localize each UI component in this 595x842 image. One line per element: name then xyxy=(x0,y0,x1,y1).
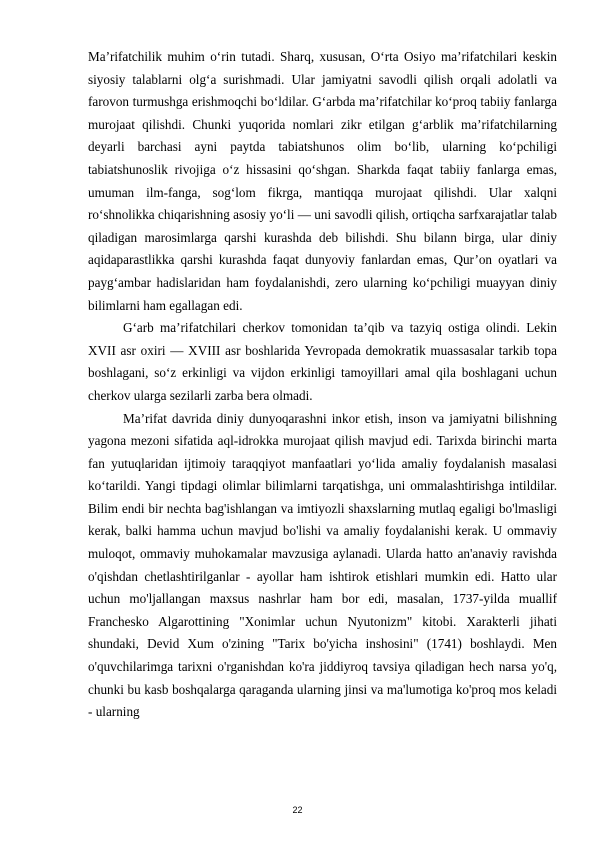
page-number: 22 xyxy=(292,805,303,815)
paragraph-2: G‘arb ma’rifatchilari cherkov tomonidan ta’qib va tazyiq ostiga olindi. Lekin XVII asr oxiri — XVIII asr boshlarida Yevropada demokratik muassasalar tarkib topa boshlagani, so‘z erkinligi va vijdon erkinligi tamoyillari amal qila boshlagani uchun cherkov ularga sezilarli zarba bera olmadi. xyxy=(88,320,557,403)
paragraph-3: Ma’rifat davrida diniy dunyoqarashni inkor etish, inson va jamiyatni bilishning yagona mezoni sifatida aql-idrokka murojaat qilish mavjud edi. Tarixda birinchi marta fan yutuqlaridan ijtimoiy taraqqiyot manfaatlari yo‘lida amaliy foydalanish masalasi ko‘tarildi. Yangi tipdagi olimlar bilimlarni tarqatishga, uni ommalashtirishga intildilar. Bilim endi bir nechta bag'ishlangan va imtiyozli shaxslarning mutlaq egaligi bo'lmasligi kerak, balki hamma uchun mavjud bo'lishi va amaliy foydalanishi kerak. U ommaviy muloqot, ommaviy muhokamalar mavzusiga aylanadi. Ularda hatto an'anaviy ravishda o'qishdan chetlashtirilganlar - ayollar ham ishtirok etishlari mumkin edi. Hatto ular uchun mo'ljallangan maxsus nashrlar ham bor edi, masalan, 1737-yilda muallif Franchesko Algarottining "Xonimlar uchun Nyutonizm" kitobi. Xarakterli jihati shundaki, Devid Xum o'zining "Tarix bo'yicha inshosini" (1741) boshlaydi. Men o'quvchilarimga tarixni o'rganishdan ko'ra jiddiyroq tavsiya qiladigan hech narsa yo'q, chunki bu kasb boshqalarga qaraganda ularning jinsi va ma'lumotiga ko'proq mos keladi - ularning xyxy=(88,410,557,720)
paragraph-1: Ma’rifatchilik muhim o‘rin tutadi. Sharq, xususan, O‘rta Osiyo ma’rifatchilari keskin siyosiy talablarni olg‘a surishmadi. Ular jamiyatni savodli qilish orqali adolatli va farovon turmushga erishmoqchi bo‘ldilar. G‘arbda ma’rifatchilar ko‘proq tabiiy fanlarga murojaat qilishdi. Chunki yuqorida nomlari zikr etilgan g‘arblik ma’rifatchilarning deyarli barchasi ayni paytda tabiatshunos olim bo‘lib, ularning ko‘pchiligi tabiatshunoslik rivojiga o‘z hissasini qo‘shgan. Sharkda faqat tabiiy fanlarga emas, umuman ilm-fanga, sog‘lom fikrga, mantiqqa murojaat qilishdi. Ular xalqni ro‘shnolikka chiqarishning asosiy yo‘li — uni savodli qilish, ortiqcha sarfxarajatlar talab qiladigan marosimlarga qarshi kurashda deb bilishdi. Shu bilann birga, ular diniy aqidaparastlikka qarshi kurashda faqat dunyoviy fanlardan emas, Qur’on oyatlari va payg‘ambar hadislaridan ham foydalanishdi, zero ularning ko‘pchiligi muayyan diniy bilimlarni ham egallagan edi. xyxy=(88,49,557,313)
body-text xyxy=(88,46,557,724)
